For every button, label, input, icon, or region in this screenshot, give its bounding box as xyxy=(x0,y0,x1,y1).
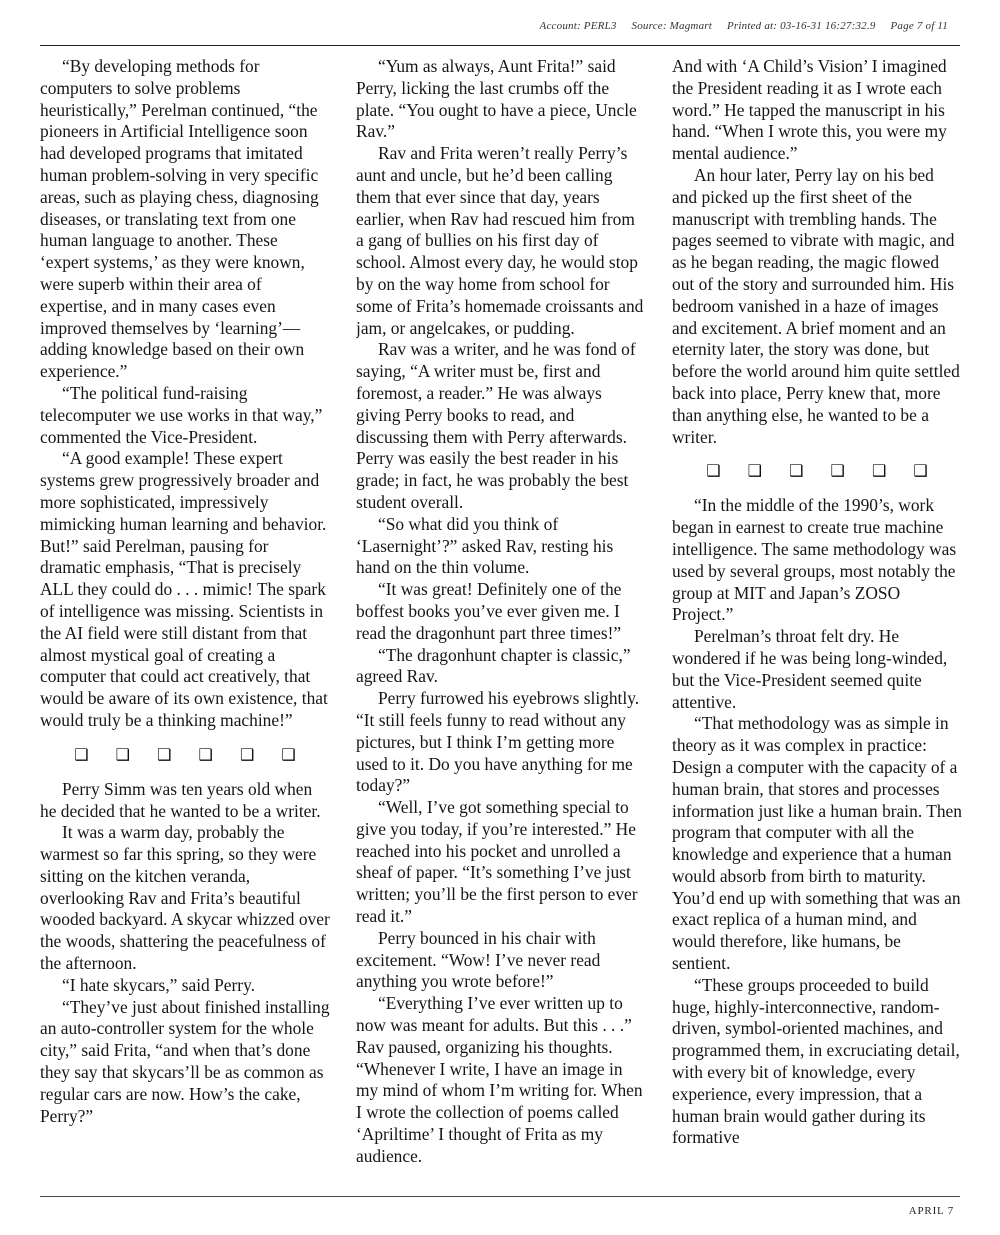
paragraph: “It was great! Definitely one of the boffest books you’ve ever given me. I read the dragonhunt part three times!” xyxy=(356,579,622,643)
header-source: Source: Magmart xyxy=(631,20,713,32)
paragraph: Perry bounced in his chair with excitement. “Wow! I’ve never read anything you wrote before!” xyxy=(356,927,601,992)
footer-divider xyxy=(40,1196,960,1197)
paragraph: “Yum as always, Aunt Frita!” said Perry, licking the last crumbs off the plate. “You ought to have a piece, Uncle Rav.” xyxy=(356,56,637,142)
paragraph: “They’ve just about finished installing an auto-controller system for the whole city,” said Frita, “and when that’s done they say that skycars’ll be as common as regular cars are now. How’s the cake, Perry?” xyxy=(40,996,330,1126)
header-page-count: Page 7 of 11 xyxy=(890,20,948,32)
paragraph: “I hate skycars,” said Perry. xyxy=(62,974,255,995)
paragraph: “In the middle of the 1990’s, work began in earnest to create true machine intelligence. The same methodology was used by several groups, most notably the group at MIT and Japan’s ZOSO Project.” xyxy=(672,495,957,625)
paragraph: Perelman’s throat felt dry. He wondered if he was being long-winded, but the Vice-President seemed quite attentive. xyxy=(672,626,948,712)
header-printed-at: Printed at: 03-16-31 16:27:32.9 xyxy=(726,20,876,32)
paragraph: “These groups proceeded to build huge, highly-interconnective, random-driven, symbol-oriented machines, and programmed them, in excruciating detail, with every bit of knowledge, every experience, every impression, that a human brain would gather during its formative xyxy=(672,974,960,1148)
column-3 xyxy=(672,56,962,1182)
paragraph: “Everything I’ve ever written up to now was meant for adults. But this . . .” Rav paused, organizing his thoughts. “Whenever I write, I have an image in my mind of whom I’m writing for. When I wrote the collection of poems called ‘Apriltime’ I thought of Frita as my audience. xyxy=(356,993,643,1166)
section-break-icons: ❑ ❑ ❑ ❑ ❑ ❑ xyxy=(74,744,307,764)
header-account: Account: PERL3 xyxy=(539,20,617,32)
paragraph: Rav and Frita weren’t really Perry’s aunt and uncle, but he’d been calling them that ever since that day, years earlier, when Rav had rescued him from a gang of bullies on his first day of school. Almost every day, he would stop by on the way home from school for some of Frita’s homemade croissants and jam, or angelcakes, or pudding. xyxy=(356,143,644,338)
column-1 xyxy=(40,56,330,1182)
paragraph: “The dragonhunt chapter is classic,” agreed Rav. xyxy=(356,644,631,687)
section-break-icons: ❑ ❑ ❑ ❑ ❑ ❑ xyxy=(706,461,939,481)
paragraph: “The political fund-raising telecomputer we use works in that way,” commented the Vice-President. xyxy=(40,382,323,447)
paragraph: “Well, I’ve got something special to give you today, if you’re interested.” He reached into his pocket and unrolled a sheaf of paper. “It’s something I’ve just written; you’ll be the first person to ever read it.” xyxy=(356,797,638,927)
paragraph: It was a warm day, probably the warmest so far this spring, so they were sitting on the kitchen veranda, overlooking Rav and Frita’s beautiful wooded backyard. A skycar whizzed over the woods, shattering the peacefulness of the afternoon. xyxy=(40,822,330,974)
column-2 xyxy=(356,56,646,1182)
paragraph: “By developing methods for computers to solve problems heuristically,” Perelman continued, “the pioneers in Artificial Intelligence soon had developed programs that imitated human problem-solving in very specific areas, such as playing chess, diagnosing diseases, or translating text from one human language to another. These ‘expert systems,’ as they were known, were superb within their area of expertise, and in many cases even improved themselves by ‘learning’—adding knowledge based on their own experience.” xyxy=(40,56,319,382)
paragraph: “A good example! These expert systems grew progressively broader and more sophisticated, impressively mimicking human learning and behavior. But!” said Perelman, pausing for dramatic emphasis, “That is precisely ALL they could do . . . mimic! The spark of intelligence was missing. Scientists in the AI field were still distant from that almost mystical goal of creating a computer that could act creatively, that would be aware of its own existence, that would truly be a thinking machine!” xyxy=(40,448,328,730)
header-divider xyxy=(40,45,960,46)
print-header xyxy=(540,20,948,32)
paragraph: “So what did you think of ‘Lasernight’?” asked Rav, resting his hand on the thin volume. xyxy=(356,513,614,578)
paragraph: Perry Simm was ten years old when he decided that he wanted to be a writer. xyxy=(40,778,321,821)
paragraph: An hour later, Perry lay on his bed and picked up the first sheet of the manuscript with trembling hands. The pages seemed to vibrate with magic, and as he began reading, the magic flowed out of the story and surrounded him. His bedroom vanished in a haze of images and excitement. A brief moment and an eternity later, the story was done, but before the world around him quite settled back into place, Perry knew that, more than anything else, he wanted to be a writer. xyxy=(672,164,960,447)
paragraph-continued: And with ‘A Child’s Vision’ I imagined the President reading it as I wrote each word.” He tapped the manuscript in his hand. “When I wrote this, you were my mental audience.” xyxy=(672,56,947,164)
paragraph: Perry furrowed his eyebrows slightly. “It still feels funny to read without any pictures, but I think I’m getting more used to it. Do you have anything for me today?” xyxy=(356,688,640,796)
article-body xyxy=(40,56,962,1182)
paragraph: Rav was a writer, and he was fond of saying, “A writer must be, first and foremost, a reader.” He was always giving Perry books to read, and discussing them with Perry afterwards. Perry was easily the best reader in his grade; in fact, he was probably the best student overall. xyxy=(356,339,636,512)
page-footer: APRIL 7 xyxy=(908,1205,954,1217)
paragraph: “That methodology was as simple in theory as it was complex in practice: Design a computer with the capacity of a human brain, that stores and processes information just like a human brain. Then program that computer with all the knowledge and experience that a human would absorb from birth to maturity. You’d end up with something that was an exact replica of a human mind, and would therefore, like humans, be sentient. xyxy=(672,713,962,974)
